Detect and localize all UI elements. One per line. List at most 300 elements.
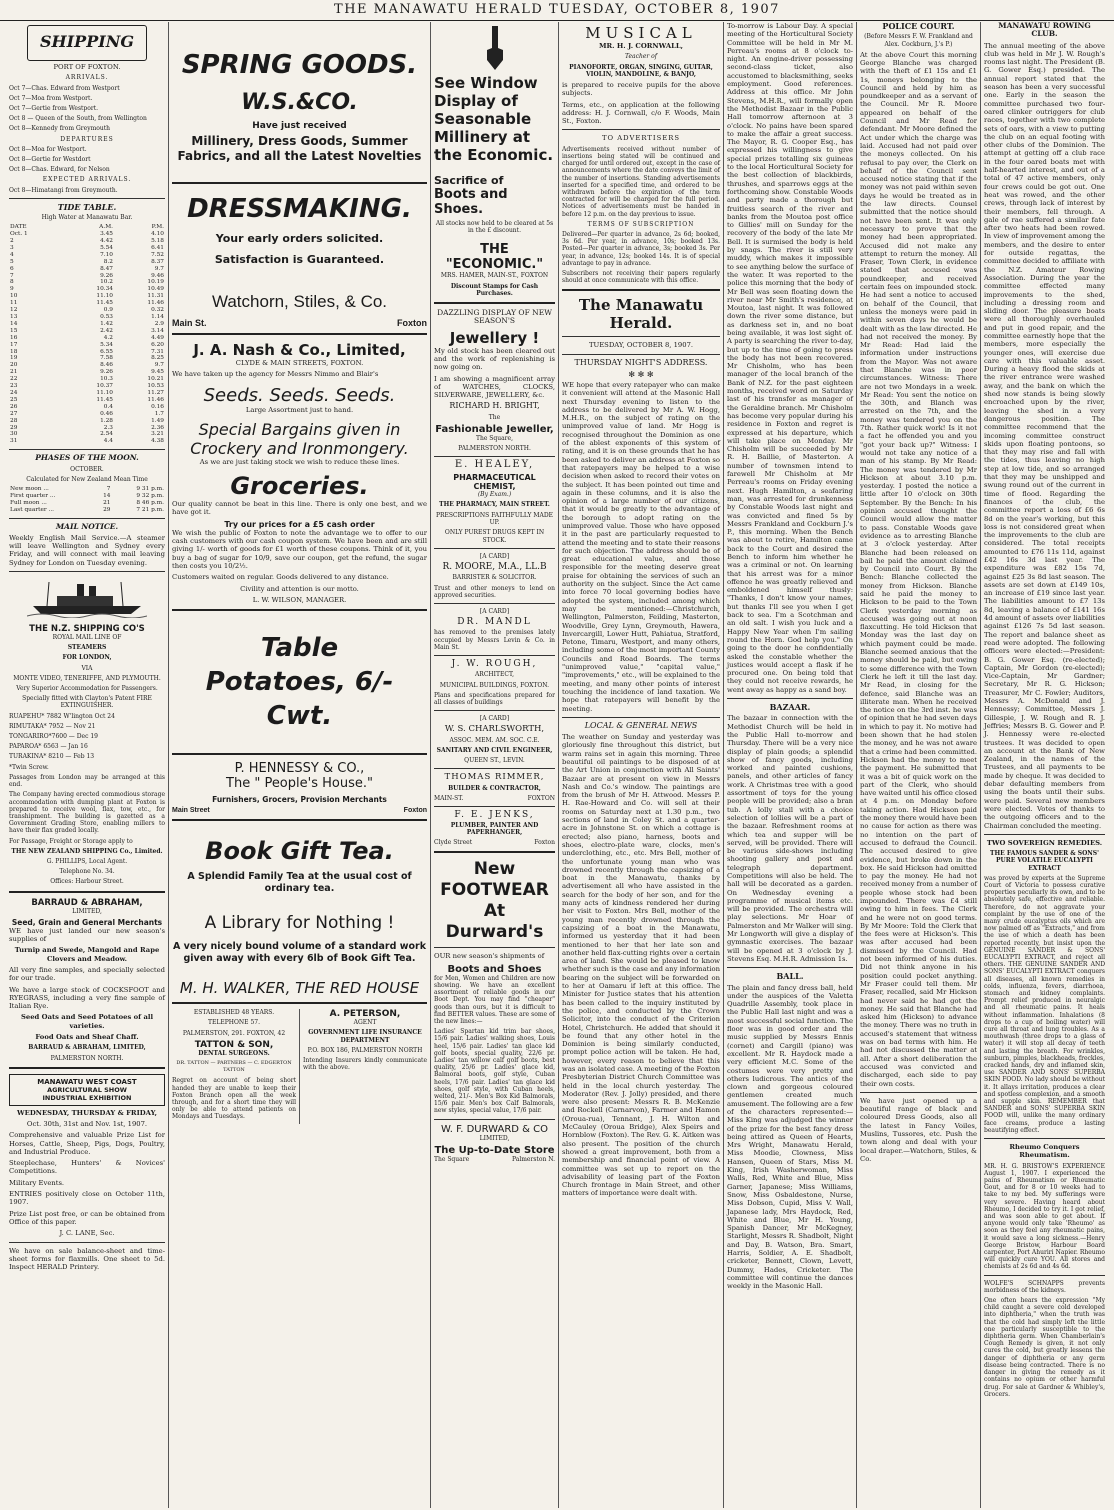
bargains-heading: Special Bargains given in Crockery and Ironmongery.: [190, 419, 409, 458]
tide-cell: 19: [10, 355, 18, 362]
barrister-text: BARRISTER & SOLICITOR.: [452, 574, 537, 582]
tide-cell: 21: [10, 369, 18, 376]
tide-cell: 10.34: [96, 286, 113, 293]
tide-cell: 10.21: [147, 376, 164, 383]
moon-cell: Last quarter ...: [10, 506, 55, 513]
tide-cell: 5.18: [151, 238, 164, 245]
rough-heading: J. W. ROUGH,: [451, 659, 538, 670]
tide-cell: 29: [10, 424, 18, 431]
list-item: Oct 7—Moa from Westport.: [9, 94, 93, 102]
sacrifice-text: Sacrifice of: [434, 174, 504, 187]
rimmer-heading: THOMAS RIMMER,: [444, 772, 545, 783]
wilson-sig: L. W. WILSON, MANAGER.: [252, 595, 347, 604]
uptodate-heading: The Up-to-Date Store: [434, 1144, 555, 1156]
table-row: [9, 411, 165, 418]
tide-cell: 2.42: [100, 327, 113, 334]
list-item: Oct 7—Chas. Edward from Westport: [9, 84, 120, 92]
stock-text: As we are just taking stock we wish to reduce these lines.: [199, 457, 400, 466]
tide-cell: 26: [10, 403, 18, 410]
watchorn-heading: Watchorn, Stiles, & Co.: [211, 292, 388, 311]
bazaar-text: The bazaar in connection with the Methodist Church will be held in the Public Hall to-morrow and Thursday. There will be a very nice display of plain goods; a splendid show of fancy goods, including worked and painted cushions, panels, and other articles of fancy work. A Christmas tree with a good assortment of toys for the young people will be provided; also a bran tub. A lolly stall with a choice selection of lollies will be a part of the bazaar. Refreshment rooms at which tea and supper will be served, will be provided. There will be various side-shows including shooting gallery and post and telegraph department. Competitions will also be held. The hall will be decorated as a garden. On Wednesday evening a programme of musical items etc. will be provided. The orchestra will play selections. Mr Hoar of Palmerston and Mr Walker will sing. Mr Longworth will give a display of gymnastic exercises. The bazaar will be opened at 3 o'clock by J. Stevens Esq. M.H.R. Admission 1s.: [727, 714, 853, 963]
hennessy-heading: P. HENNESSY & CO.,: [234, 761, 365, 777]
nz-shipping-heading: THE N.Z. SHIPPING CO'S: [29, 624, 145, 635]
tide-cell: 10.3: [100, 376, 113, 383]
tide-cell: 4.42: [100, 238, 113, 245]
nash-address: CLYDE & MAIN STREETS, FOXTON.: [235, 359, 364, 367]
musical-heading: MUSICAL: [585, 24, 697, 42]
tide-heading: TIDE TABLE.: [57, 201, 117, 212]
rowing-text: The annual meeting of the above club was held in Mr J. W. Rough's rooms last night. The President (B. G. Gower Esq.) presided. The annual report stated that the season has been a very successful one. Early in the season the committee purchased two four-oared clinker outriggers for club races, together with two complete sets of oars, with a view to putting the club on an equal footing with other clubs of the Dominion. The attempt at getting off a club race in the four oared boats met with half-hearted interest, and out of a total of 47 active members, only four crews could be got out. One heat was rowed, and the other crews, through lack of interest by their members, fell through. A gale of rae suffered a similar fate after two heats had been rowed. In view of improvement among the members, and the desire to enter for outside regattas, the committee decided to affiliate with the N.Z. Amateur Rowing Association. During the year the committee effected many improvements to the shed, including a dressing room and sliding door. The pleasure boats were all thoroughly overhauled and put in good repair, and the committee earnestly hope that the members, more especially the younger ones, will exercise due care with this valuable asset. During a heavy flood the skids at the river entrance were washed away, and the bank on which the shed now stands is being slowly encroached upon by the river, leaving the shed in a very dangerous position. The committee recommend that the incoming committee construct skids upon floating pontoons, so that they may rise and fall with the tides, thus leaving no high step at low tide, and so arranged that they may be unshipped and swung round out of the current in time of flood. Regarding the finances of the club, the committee report a loss of £6 6s 8d on the year's working, but this loss is not considered great when the improvements to the club are considered. The total receipts amounted to £76 11s 11d, against £42 16s 3d last year. The expenditure was £82 15s 7d, against £25 3s 8d last season. The assets are set down at £149 10s, an increase of £19 since last year. The liabilities amount to £7 13s 8d, leaving a balance of £141 16s 4d amount of assets over liabilities against £126 7s 5d last season. The report and balance sheet as read were adopted. The following officers were elected:—President: B. G. Gower Esq. (re-elected); Captain, Mr Gordon (re-elected); Vice-Captain, Mr Gardner; Secretary, Mr R. G. Hickson; Treasurer, Mr C. Fowler; Auditors, Messrs A. McDonald and J. Hennessy; Committee, Messrs J. Gillespie, J. W. Rough and R. J. Jeffries; Messrs B. G. Gower and P. J. Hennessy were re-elected trustees. It was decided to open an account at the Bank of New Zealand, in the names of the Trustees, and all payments to be made by cheque. It was decided to debar defaulting members from using the boats until their subs. were paid. Several new members were elected. Votes of thanks to the outgoing officers and to the Chairman concluded the meeting.: [984, 41, 1105, 830]
tide-cell: 4.49: [151, 334, 164, 341]
watchorn-notice: We have just opened up a beautiful range of black and coloured Dress Goods, also all the latest in Fancy Voiles, Muslins, Tussores, etc. Push the town along and deal with your local draper.—Watchorn, Stiles, & Co.: [860, 1096, 977, 1163]
civility-text: Civility and attention is our motto.: [240, 584, 359, 593]
tide-cell: 10.49: [147, 286, 164, 293]
subscription-note: Subscribers not receiving their papers regularly should at once communicate with this office.: [562, 269, 720, 285]
tide-cell: 7.58: [100, 355, 113, 362]
arrivals-list: [9, 85, 165, 133]
remedies-text: was proved by experts at the Supreme Court of Victoria to possess curative properties peculiarly its own, and to be absolutely safe, effective and reliable. Therefore, do not aggravate your complaint by the use of one of the many crude eucalyptus oils which are now palmed off as "Extracts," and from the use of which a death has been reported recently, but insist upon the GENUINE SANDER & SONS' EUCALYPTI EXTRACT, and reject all others. THE GENUINE SANDER AND SONS' EUCALYPTI EXTRACT conquers all diseases, all known remedies in colds, influenza, fevers, diarrhoea, stomach and kidney complaints. Prompt relief produced in neuralgic and all rheumatic pains. It heals without inflammation. Inhalations (8 drops to a cup of boiling water) will cure all throat and lung troubles. As a mouthwash (three drops to a glass of water) it will stop all decay of teeth and lasting the breath. For wrinkles, sunburn, pimples, blackheads, freckles, cracked hands, dry and inflamed skin, use SANDER AND SONS' SUPERBA SKIN FOOD. No lady should be without it. It allays irritation, produces a clear and spotless complexion, and a smooth and supple skin. REMEMBER that SANDER and SONS' SUPERBA SKIN FOOD will, unlike the many ordinary face creams, produce a lasting beautifying effect.: [984, 874, 1105, 1134]
tide-cell: 1.14: [151, 314, 164, 321]
shipping-logo: SHIPPING: [27, 25, 147, 61]
tide-cell: 6.41: [151, 244, 164, 251]
rough-address: MUNICIPAL BUILDINGS, FOXTON.: [439, 681, 550, 689]
orders-text: Your early orders solicited.: [215, 232, 384, 245]
tide-cell: 30: [10, 431, 18, 438]
tide-subheading: High Water at Manawatu Bar.: [41, 214, 133, 222]
satisfaction-text: Satisfaction is Guaranteed.: [214, 253, 385, 266]
moon-cell: 29: [103, 506, 111, 513]
tide-cell: 9.26: [100, 272, 113, 279]
tide-cell: 0.53: [100, 314, 113, 321]
tide-cell: 11.10: [96, 389, 113, 396]
column-rowing: [981, 22, 1108, 1508]
wolfe-text: One often hears the expression "My child caught a severe cold developed into diphtheria," when the truth was that the cold had simply left the little one particularly susceptible to the diphtheria germ. When Chamberlain's Cough Remedy is given, it not only cures the cold, but greatly lessens the danger of diphtheria or any germ disease being contracted. There is no danger in giving the remedy as it contains no opium or other harmful drug. For sale at Gardner & Whibley's, Grocers.: [984, 1297, 1105, 1398]
table-row: [9, 486, 165, 493]
jewellery-text-2: I am showing a magnificent array of WATCHES, CLOCKS, SILVERWARE, JEWELLERY, &c.: [434, 374, 555, 400]
expected-heading: EXPECTED ARRIVALS.: [42, 176, 132, 184]
table-row: [9, 493, 165, 500]
tide-cell: 4.4: [103, 438, 113, 445]
mandl-heading: DR. MANDL: [457, 617, 532, 628]
tide-cell: 5: [10, 258, 14, 265]
pharmacy-address: THE PHARMACY, MAIN STREET.: [439, 500, 550, 508]
cornwall-pupils: is prepared to receive pupils for the above subjects.: [562, 80, 720, 98]
economic-heading: THE "ECONOMIC.": [445, 242, 544, 273]
column-cards: [431, 22, 559, 1508]
tide-cell: 3.14: [151, 327, 164, 334]
tide-cell: 8.25: [151, 355, 164, 362]
local-news-heading: LOCAL & GENERAL NEWS: [584, 720, 698, 730]
tide-cell: 16: [10, 334, 18, 341]
drugs-text: ONLY PUREST DRUGS KEPT IN STOCK.: [444, 529, 545, 544]
tide-cell: 6.20: [151, 341, 164, 348]
tide-cell: 8.37: [151, 258, 164, 265]
tide-cell: 6: [10, 265, 14, 272]
nz-tel: Telephone No. 34.: [59, 868, 115, 876]
tide-cell: 4.38: [151, 438, 164, 445]
barraud-stock: We have a large stock of COCKSFOOT and RYEGRASS, including a very fine sample of Italian Rye.: [9, 985, 165, 1011]
list-item: Oct 8—Gertie for Westdort: [9, 155, 91, 163]
show-steeple: Steeplechase, Hunters' & Novices' Competitions.: [9, 1159, 165, 1176]
table-row: [9, 245, 165, 252]
bazaar-heading: BAZAAR.: [769, 702, 811, 713]
moon-heading: PHASES OF THE MOON.: [35, 453, 139, 463]
tide-cell: 25: [10, 396, 18, 403]
footwear-intro: OUR new season's shipments of: [434, 952, 545, 961]
tide-column-header: DATE: [10, 224, 27, 231]
tide-cell: 8.2: [103, 258, 113, 265]
address-heading: THURSDAY NIGHT'S ADDRESS.: [574, 357, 708, 367]
list-item: Oct 8 — Queen of the South, from Wellington: [9, 115, 147, 123]
jewellery-heading: Jewellery !: [449, 328, 540, 347]
show-entries: ENTRIES positively close on October 11th, 1907.: [9, 1190, 165, 1207]
advertisers-heading: TO ADVERTISERS: [602, 134, 680, 143]
bright-square: The Square,: [475, 434, 514, 442]
remedies-heading: TWO SOVEREIGN REMEDIES.: [986, 838, 1103, 847]
tide-cell: 9.26: [100, 369, 113, 376]
nz-accom: Very Superior Accommodation for Passengers.: [16, 685, 158, 693]
jewellery-text-1: My old stock has been cleared out and the work of replenishing is now going on.: [434, 346, 555, 372]
moon-cell: Full moon ...: [10, 499, 47, 506]
tide-cell: 9.46: [151, 272, 164, 279]
boots-shoes-text: for Men, Women and Children are now showing. We have an excellent assortment of reliable goods in our Boot Dept. You may find "cheaper" goods than ours, but it is difficult to find BETTER values. These are some of the new lines:—: [434, 974, 555, 1025]
mail-text: Weekly English Mail Service.—A steamer will leave Wellington and Sydney every Friday, and will connect with mail leaving Sydney for London on Tuesday evening.: [9, 533, 165, 567]
seeds-heading: Seeds. Seeds. Seeds.: [203, 384, 396, 406]
local-news-text: The weather on Sunday and yesterday was gloriously fine throughout this district, but warm rains set in again this morning. Three beautiful oil paintings to be disposed of at the Art Union in conjunction with All Saints' Bazaar are at present on view in Messrs Nash and Co.'s window. The paintings are from the brush of Mr H. Attwood. Messrs P. H. Rae-Howard and Co. will sell at their rooms on Saturday next at 1.30 p.m., two sections of land in Coley St. and a quarter-acre in Johnstone St. on which a cottage is erected; also piano, harness, boots and shoes, electro-plate ware, clocks, men's underclothing, etc., etc. Mrs Bell, mother of the unfortunate young man who was drowned recently through the capsizing of a boat in the Manawatu, thanks by advertisement all who have assisted in the search for the body of her son, and for the many acts of kindness rendered her during her visit to Foxton. Mrs Bell, mother of the young man recently drowned through the capsizing of a boat in the Manawatu, informed us yesterday that it had been mentioned to her that her late son and another held flax-cutting rights over a certain area of land. She would be pleased to know whether such is the case and any information bearing on the subject will be forwarded on to her at Oamaru if left at this office. The Minister for Justice states that his attention has been called to the inquiry instituted by the police, and conducted by the Crown Solicitor, into the conduct of the Criterion Hotel, Christchurch. He added that should it be found that any other hotel in the Dominion is being similarly conducted, prompt police action will be taken. He had, however, every reason to believe that this was an isolated case. A meeting of the Foxton Presbyterian District Church Committee was held in the local church yesterday. The Moderator (Rev. J. Jolly) presided, and there were also present: Messrs R. B. McKenzie and Rockell (Carnarvon), Farmer and Hamon (Oroua-rua), Tennant, J. H. Wilton and McCauley (Oroua Bridge), Alex Speirs and Hornblow (Foxton). The Rev. G. K. Aitken was also present. The position of the church showed a great improvement, both from a membership and financial point of view. A committee was set up to report on the advisability of leasing part of the Foxton Church frontage in Main Street, and other matters of importance were dealt with.: [562, 733, 720, 1198]
tide-cell: 7.31: [151, 348, 164, 355]
moon-cell: 8 46 p.m.: [136, 499, 164, 506]
table-row: [9, 383, 165, 390]
pharm-heading: PHARMACEUTICAL CHEMIST,: [453, 472, 536, 491]
table-row: [9, 369, 165, 376]
tide-cell: 8: [10, 279, 14, 286]
peterson-ad: A. PETERSON, AGENT GOVERNMENT LIFE INSURANCE DEPARTMENT P.O. BOX 186, PALMERSTON NORTH Intending Insurers kindly communicate with the above.: [303, 1009, 427, 1072]
table-row: [9, 500, 165, 507]
jenks-address: Clyde Street Foxton: [434, 839, 555, 847]
tide-cell: 9: [10, 286, 14, 293]
barraud-all: All very fine samples, and specially selected for our trade.: [9, 965, 165, 983]
column-shipping: [6, 22, 169, 1508]
column-news: [724, 22, 857, 1508]
moon-cell: New moon ...: [10, 485, 49, 492]
nz-passages: Passages from London may be arranged at this end.: [9, 773, 165, 789]
charlsworth-assoc: ASSOC. MEM. AM. SOC. C.E.: [449, 736, 540, 744]
tide-cell: 7.52: [151, 251, 164, 258]
list-item: Oct 8—Moa for Westport.: [9, 145, 87, 153]
tide-cell: 0.46: [100, 410, 113, 417]
tide-cell: 10.2: [100, 279, 113, 286]
card-label-3: [A CARD]: [479, 715, 510, 723]
port-heading: PORT OF FOXTON.: [53, 63, 121, 71]
show-list: Comprehensive and valuable Prize List for Horses, Cattle, Sheep, Pigs, Dogs, Poultry, and Industrial Produce.: [9, 1131, 165, 1156]
list-item: Oct 8—Kennedy from Greymouth: [9, 125, 111, 133]
expected-list: [9, 187, 165, 194]
tide-cell: Oct. 1: [10, 231, 28, 238]
tide-cell: 1.49: [151, 417, 164, 424]
pointing-hand-icon: [484, 26, 506, 70]
nz-company: The Company having erected commodious storage accommodation with dumping plant at Foxton is prepared to receive wool, flax, tow, etc., for transhipment. The building is gazetted as a Government Grading Store, enabling millers to have their flax graded locally.: [9, 791, 165, 835]
prescriptions-text: PRESCRIPTIONS FAITHFULLY MADE UP.: [435, 512, 554, 527]
list-item: Oct 8—Himatangi from Greymouth.: [9, 186, 118, 194]
tide-cell: 0.9: [103, 307, 113, 314]
tide-cell: 12: [10, 307, 18, 314]
moon-cell: 21: [103, 499, 111, 506]
table-row: [9, 438, 165, 445]
discount-text: Discount Stamps for Cash Purchases.: [450, 282, 539, 297]
tide-cell: 1.42: [100, 320, 113, 327]
ball-text: The plain and fancy dress ball, held under the auspices of the Valetta Quadrille Assembly, took place in the Public Hall last night and was a most successful social function. The floor was in good order and the music supplied by Messrs Ennis (cornet) and Cargill (piano) was excellent. Mr R. Haydock made a very efficient M.C. Some of the costumes were very pretty and others ludicrous. The antics of the clown and gorgeous coloured gentlemen created much amusement. The following are a few of the characters represented:— Miss King was adjudged the winner of the prize for the best fancy dress being attired as Queen of Hearts, Mrs Wright, Manawatu Herald, Miss Moodie, Clowness, Miss Hansen, Queen of Stars, Miss M. King, Irish Washerwoman, Miss Walls, Red, White and Blue, Miss Garner, Japanese; Miss Williams, Snow, Miss Osbaldestone, Nurse, Miss Dobson, Cupid, Miss V. Wall, Japanese lady, Mrs Haydock, Red, White and Blue, Mr H. Young, Spanish Dancer, Mr McKegney, Starlight, Messrs R. Shadbolt, Night and Day, B. Watson, Bra. Smart, Harris, Soldier, A. E. Shadbolt, cricketer, Bennett, Clown, Levett, Dummy, Hades, Cricketer. The committee will continue the dances weekly in the Masonic Hall.: [727, 983, 853, 1291]
tide-cell: 2.54: [100, 431, 113, 438]
cornwall-terms: Terms, etc., on application at the following address: H. J. Cornwall, c/o F. Woods, Main St., Foxton.: [562, 100, 720, 126]
jenks-heading: F. E. JENKS,: [454, 809, 535, 820]
list-item: PAPAROA* 6563 — Jan 16: [9, 743, 88, 751]
table-row: [9, 328, 165, 335]
barraud-text: WE have just landed our new season's supplies of: [9, 926, 165, 944]
remedies-sub: THE FAMOUS SANDER & SONS' PURE VOLATILE EUCALYPTI EXTRACT: [990, 850, 1099, 872]
tide-cell: 0.4: [103, 403, 113, 410]
nz-office: Offices: Harbour Street.: [50, 878, 124, 886]
tide-cell: 9.7: [154, 362, 164, 369]
tide-cell: 10.37: [96, 383, 113, 390]
arrivals-heading: ARRIVALS.: [65, 74, 109, 82]
barraud-food: Food Oats and Sheaf Chaff.: [35, 1033, 139, 1041]
dressmaking-heading: DRESSMAKING.: [187, 194, 412, 224]
balance-sheet-notice: We have on sale balance-sheet and time-sheet forms for flaxmills. One sheet to 5d. Inspect HERALD Printery.: [9, 1246, 165, 1272]
moon-note: Calculated for New Zealand Mean Time: [26, 475, 148, 483]
tide-cell: 20: [10, 362, 18, 369]
barraud-place: PALMERSTON NORTH.: [50, 1054, 124, 1062]
tide-cell: 27: [10, 410, 18, 417]
tide-cell: 31: [10, 438, 18, 445]
moon-cell: 7: [106, 485, 111, 492]
table-row: [9, 404, 165, 411]
nz-route: MONTE VIDEO, TENERIFFE, AND PLYMOUTH.: [13, 674, 161, 682]
tide-cell: 11.10: [96, 293, 113, 300]
tide-cell: 23: [10, 383, 18, 390]
herald-nameplate: The Manawatu Herald.: [578, 296, 704, 333]
tide-cell: 17: [10, 341, 18, 348]
table-row: [9, 355, 165, 362]
tide-cell: 10.19: [147, 279, 164, 286]
barraud-seed: Seed Oats and Seed Potatoes of all varieties.: [20, 1013, 154, 1030]
table-row: [9, 252, 165, 259]
tide-cell: 11.45: [96, 396, 113, 403]
nz-steamer-list: [9, 713, 165, 761]
tide-cell: 3: [10, 244, 14, 251]
potatoes-heading: Table Potatoes, 6/- Cwt.: [205, 633, 394, 732]
tide-cell: 18: [10, 348, 18, 355]
table-row: [9, 321, 165, 328]
tide-cell: 2: [10, 238, 14, 245]
moon-cell: 7 21 p.m.: [136, 506, 164, 513]
list-item: Oct 7—Gertie from Westport.: [9, 104, 99, 112]
try-heading: Try our prices for a £5 cash order: [224, 519, 375, 529]
table-row: [9, 362, 165, 369]
show-date: WEDNESDAY, THURSDAY & FRIDAY,: [17, 1108, 157, 1117]
received-text: Have just received: [252, 121, 347, 131]
table-row: [9, 259, 165, 266]
nash-text: We have taken up the agency for Messrs Nimmo and Blair's: [172, 370, 379, 379]
new-footwear-heading: New FOOTWEAR At Durward's: [440, 859, 549, 943]
steamship-icon: [27, 578, 147, 618]
tide-cell: 24: [10, 389, 18, 396]
table-row: [9, 266, 165, 273]
tide-cell: 0.32: [151, 307, 164, 314]
charlsworth-queen: QUEEN ST., LEVIN.: [464, 757, 525, 765]
tide-cell: 22: [10, 376, 18, 383]
wolfe-heading: WOLFE'S SCHNAPPS prevents morbidness of the kidneys.: [984, 1279, 1105, 1294]
book-gift-heading: Book Gift Tea.: [205, 837, 394, 866]
rheumo-text: MR. H. G. BRISTOW'S EXPERIENCE August 1, 1907. I experienced the pains of Rheumatism or Rheumatic Gout, and for 8 or 10 weeks had to take to my bed. My sufferings were very severe. Having heard about Rheumo, I decided to try it. I got relief, and was soon able to get about. If anyone would only take 'Rheumo' as soon as they feel any rheumatic pains, it would save a long sickness.—Henry George Bristow, Harbour Board carpenter, Port Ahuriri Napier. Rheumo will quickly cure YOU. All stores and chemists at 2s 6d and 4s 6d.: [984, 1162, 1105, 1271]
police-court-heading: POLICE COURT.: [882, 22, 955, 31]
table-row: [9, 279, 165, 286]
peoples-house: The " People's House.": [226, 776, 373, 792]
cornwall-instruments: PIANOFORTE, ORGAN, SINGING, GUITAR, VIOLIN, MANDOLINE, & BANJO,: [569, 63, 713, 78]
table-row: [9, 293, 165, 300]
police-court-text: At the above Court this morning George Blanche was charged with the theft of £1 15s and £1 1s, moneys belonging to the Council and held by him as poundkeeper and as a servant of the Council. Mr R. Moore appeared on behalf of the Council and Mr Read for defendant. Mr Moore defined the Act under which the charge was laid. Accused had not paid over the moneys collected. On his refusal to pay over, the Clerk on behalf of the Council sent accused notice stating that if the money was not paid within seven days he would be treated as in the law directs. Counsel submitted that the notice should not have been sent. It was only necessary to prove that the money had been appropriated. Accused did not make any attempt to return the money. All Fraser, Town Clerk, in evidence stated that accused was poundkeeper, and received certain fees on impounded stock. He had sent a notice to accused on behalf of the Council, that unless the moneys were paid in within seven days he would be dealt with as the law directed. He had not received the money. By Mr Read: Had laid the information under instructions from the Mayor. Was not aware that Blanche was in poor circumstances. Witness: There are not two Mondays in a week. Mr Read: You sent the notice on the 30th, and Blanch was arrested on the 7th, and the money was tendered you on the 7th. Rather quick work! Is it not a fact he offended you and you "got your back up?" Witness: I would not take any notice of a man of his stamp. By Mr Read: The money was tendered by Mr Hickson at about 3.10 p.m. yesterday. I posted the notice a little after 10 o'clock on 30th September. By the Bench: In his opinion accused thought the Council would allow the matter to pass. Constable Woods gave evidence as to arresting Blanche at 3 o'clock yesterday. After Blanche had been released on bail he paid the amount claimed by Council into Court. By the Bench: Blanche collected the money from Hickson. Blanche said he paid the money to Hickson to be paid to the Town Clerk yesterday morning as accused was going out at noon flaxcutting. He told Hickson that Monday was the last day on which payment could be made. Blanche seemed anxious that the money should be paid, but owing to some difference with the Town Clerk he left it till the last day. Mr Read, in closing for the defence, said Blanche was an illiterate man. When he received the notice on the 3rd inst. he was of opinion that he had seven days in which to pay it. No motive had been shown that he had stolen the money, and he was not aware that a crime had been committed. Hickson had the money to meet the payment. He submitted that it was a bit of quick work on the part of the Clerk, who should have waited until his office closed at 4 p.m. on Monday before taking action. Had Hickson paid the money there would have been no cause for action as there was no intention on the part of accused to defraud the Council. The accused desired to give evidence, but broke down in the box. He said Hickson had omitted to pay the money. He had not received money from a number of people whose stock had been impounded. There was £4 still owing to him in fees. The Clerk and he were not on good terms. By Mr Moore: Told the Clerk that the fees were at Hickson's. This was after accused had been dismissed by the Council. Had not been informed of his duties. Did not think anyone in his position could pocket anything. Mr Fraser could tell them. Mr Fraser, recalled, said Mr Hickson had never said he had got the money. He said that Blanche had asked him (Hickson) to advance the money. There was no truth in accused's statement that witness was on bad terms with him. He had not discussed the matter at all. After a short deliberation the accused was convicted and discharged, each side to pay their own costs.: [860, 50, 977, 1088]
departures-heading: DEPARTURES: [60, 135, 114, 143]
nz-via: VIA: [81, 664, 93, 672]
nicely-text: A very nicely bound volume of a standard work given away with every 6lb of Book Gift Tea.: [172, 941, 427, 965]
column-ads: [169, 22, 431, 1508]
tide-cell: 4.10: [151, 231, 164, 238]
rimmer-address: MAIN-ST. FOXTON: [434, 794, 555, 802]
tide-cell: 11.27: [147, 389, 164, 396]
cornwall-name: MR. H. J. CORNWALL,: [598, 42, 684, 50]
tide-cell: 11: [10, 300, 18, 307]
footwear-lines: Ladies' Spartan kid trim bar shoes, 15/6 pair. Ladies' walking shoes, Louis heel, 15/6 pair. Ladies' tan glace kid golf boots, special quality, 22/6 pr. Ladies' tan willow calf golf boots, best quality, 25/6 pr. Ladies' glace kid, Balmoral boots, golf style, Cuban heels, 17/6 pair. Ladies' tan glace kid shoes, golf style, with Cuban heels, welted, 21/-. Men's Box Kid Balmorals, 15/6 pair. Men's box Calf Balmorals, new styles, special value, 17/6 pair.: [434, 1028, 555, 1115]
news-text: To-morrow is Labour Day. A special meeting of the Horticultural Society Committee will be held in Mr M. Perreau's rooms at 8 o'clock to-night. An engine-driver possessing second-class ticket, also accustomed to blacksmithing, seeks employment. Good references. Address at this office. Mr John Stevens, M.H.R., will formally open the Methodist Bazaar in the Public Hall tomorrow afternoon at 3 o'clock. No pains have been spared to make the affair a great success. The Mayor, R. G. Cooper Esq., has expressed his willingness to give special prizes totalling six guineas to the local Horticultural Society for the best collection of blackbirds, thrushes, and sparrows eggs at the forthcoming show. Constable Woods and party made a thorough but fruitless search of the river and banks from the Moutoa post office to Gillies' mill on Sunday for the recovery of the body of the late Mr Bell. It is surmised the body is held by snags. The river is still very muddy, which makes it impossible to see anything below the surface of the water. It was reported to the police this morning that the body of Mr Bell was seen floating down the river near Mr Smith's residence, at Moutoa, last night. It was followed down the river some distance, but as darkness set in, and no boat being available, it was lost sight of. A party is searching the river to-day, but up to the time of going to press the body has not been recovered. Mr Chisholm, who has been manager of the local branch of the Bank of N.Z. for the past eighteen months, received word on Saturday last of his transfer as manager of the Geraldine branch. Mr Chisholm has become very popular during his residence in Foxton and regret is expressed at his departure, which will take place on Monday. Mr Chisholm will be succeeded by Mr R. H. Baillie, of Masterton. A number of townsmen intend to farewell Mr Chisholm at Mr Perreau's rooms on Friday evening next. Hugh Hamilton, a seafaring man, was arrested for drunkenness by Constable Woods last night and was convicted and fined 5s by Messrs Frankland and Cockburn J.'s P., this morning. When the Bench was about to retire, Hamilton came back to the Court and desired the Bench to inform him whether he was a criminal or not. On learning that his arrest was for a minor offence he was greatly relieved and emboldened himself thusly: "Thanks, I don't know your names, but thanks I'll see you when I get back to sea. I'm a Scotchman and an old salt. I wish you luck and a Happy New Year when I'm sailing round the Horn. God help you." On going to the door he confidentially asked the constable whether the justices would accept a flask if he procured one. On being told that they could not receive rewards, he went away as happy as a sand boy.: [727, 22, 853, 694]
tide-cell: 13: [10, 314, 18, 321]
tide-column-header: A.M.: [99, 224, 113, 231]
tide-cell: 28: [10, 417, 18, 424]
watchorn-address: Main St. Foxton: [172, 318, 427, 328]
moore-heading: R. MOORE, M.A., LL.B: [442, 562, 547, 573]
furnishers-text: Furnishers, Grocers, Provision Merchants: [212, 795, 387, 805]
tide-cell: 2.3: [103, 424, 113, 431]
hamer-address: MRS. HAMER, MAIN-ST., FOXTON: [440, 272, 549, 280]
tide-cell: 4: [10, 251, 14, 258]
table-row: [9, 286, 165, 293]
mail-heading: MAIL NOTICE.: [55, 521, 119, 531]
ball-heading: BALL.: [776, 971, 804, 982]
tatton-ad: ESTABLISHED 48 YEARS. TELEPHONE 57. PALMERSTON, 291. FOXTON, 42 TATTON & SON, DENTAL SURGEONS. DR. TATTON — PARTNERS — C. EDGERTON TATTON Regret on account of being short handed they are unable to keep their Foxton Branch open all the week through, and for a short time they will only be able to attend patients on Mondays and Tuesdays.: [172, 1009, 300, 1123]
plans-text: Plans and specifications prepared for all classes of buildings: [434, 691, 555, 706]
fashionable-heading: Fashionable Jeweller,: [435, 423, 554, 435]
bright-palm: PALMERSTON NORTH.: [458, 445, 531, 453]
barraud-heading: BARRAUD & ABRAHAM,: [31, 897, 143, 908]
tide-cell: 2.9: [154, 320, 164, 327]
nz-steamers: STEAMERS: [67, 644, 107, 652]
pharm-exam: (By Exam.): [477, 490, 512, 498]
table-row: [9, 314, 165, 321]
table-row: [9, 238, 165, 245]
bottom-ads: [172, 1009, 427, 1123]
tide-cell: 8.46: [100, 362, 113, 369]
table-row: [9, 231, 165, 238]
list-item: TURAKINA* 8210 — Feb 13: [9, 753, 95, 761]
newspaper-page: [6, 22, 1108, 1508]
nz-fitted: Specially fitted with Clayton's Patent FIRE EXTINGUISHER.: [22, 695, 152, 710]
nz-co: THE NEW ZEALAND SHIPPING Co., Limited.: [11, 847, 163, 855]
trust-text: Trust and other moneys to lend on approved securities.: [434, 584, 555, 599]
tide-cell: 2.36: [151, 424, 164, 431]
editorial-text: WE hope that every ratepayer who can make it convenient will attend at the Masonic Hall next Thursday evening to listen to the address to be delivered by Mr A. W. Hogg, M.H.R., on the subject of rating on the unimproved value of land. Mr Hogg is recognised throughout the Dominion as one of the ablest exponents of this system of rating, and it is on these grounds that he has been asked to deliver an address at Foxton so that ratepayers may be helped to a wise decision when asked to record their votes on the subject. It has been pointed out time and again in these columns, and it is also the opinion of a large number of our citizens, that it would be greatly to the advantage of the borough to adopt rating on the unimproved value. Those who have opposed it in the past are particularly requested to attend the meeting and to state their reasons for such objection. The address should be of great educational value, and those responsible for the meeting deserve great praise for obtaining the services of such an authority on the subject. Since the Act came into force 70 local governing bodies have adopted the system, included among which may be mentioned:—Christchurch, Wellington, Palmerston, Feilding, Masterton, Woodville, Grey Lynn, Greymouth, Hawera, Invercargill, Lower Hutt, Pahiatua, Stratford, Petone, Timaru, Westport, and many others, including some of the most important County Councils and Road Boards. The terms "unimproved value," "capital value," "improvements," etc., will be explained to the meeting, and many other points of interest touching the incidence of land taxation. We hope that ratepayers will benefit by the meeting.: [562, 380, 721, 713]
tide-cell: 15: [10, 327, 18, 334]
nz-agent: G. PHILLIPS, Local Agent.: [46, 857, 128, 865]
durward-heading: W. F. DURWARD & CO: [440, 1123, 548, 1135]
moon-cell: 14: [103, 492, 111, 499]
splendid-text: A Splendid Family Tea at the usual cost of ordinary tea.: [187, 871, 412, 895]
tide-cell: 8.47: [100, 265, 113, 272]
library-heading: A Library for Nothing !: [204, 913, 395, 934]
table-row: [9, 397, 165, 404]
dazzling-heading: DAZZLING DISPLAY OF NEW SEASON'S: [437, 308, 552, 326]
tide-cell: 1.28: [100, 417, 113, 424]
cornwall-teacher: Teacher of: [624, 53, 658, 61]
healey-heading: E. HEALEY,: [454, 459, 535, 471]
tide-cell: 14: [10, 320, 18, 327]
boots-heading: Boots and Shoes.: [434, 187, 508, 217]
moon-cell: 9 31 p.m.: [136, 485, 164, 492]
tide-cell: 11.46: [147, 300, 164, 307]
show-banner: MANAWATU WEST COAST AGRICULTURAL SHOW INDUSTRIAL EXHIBITION: [9, 1074, 165, 1106]
customers-text: Customers waited on regular. Goods delivered to any distance.: [172, 573, 389, 582]
durward-address: The Square Palmerston N.: [434, 1155, 555, 1163]
moon-table: [9, 486, 165, 514]
rheumo-heading: Rheumo Conquers Rheumatism.: [1009, 1143, 1080, 1160]
list-item: TONGARIRO*7600 — Dec 19: [9, 733, 98, 741]
durward-limited: LIMITED,: [479, 1134, 510, 1142]
nz-line: ROYAL MAIL LINE OF: [52, 634, 122, 642]
moon-cell: 9 32 p.m.: [136, 492, 164, 499]
moon-month: OCTOBER.: [70, 465, 104, 473]
tide-cell: 4.2: [103, 334, 113, 341]
bright-the: The: [488, 413, 501, 421]
millinery-text: Millinery, Dress Goods, Summer Fabrics, and all the Latest Novelties: [177, 134, 422, 163]
tide-cell: 5.54: [100, 244, 113, 251]
police-court-bench: (Before Messrs F. W. Frankland and Alex. Cockburn, J.'s P.): [864, 33, 973, 48]
tide-cell: 10: [10, 293, 18, 300]
moon-cell: First quarter ...: [10, 492, 56, 499]
issue-date: TUESDAY, OCTOBER 8, 1907.: [588, 341, 694, 350]
tide-cell: 7: [10, 272, 14, 279]
table-row: [9, 335, 165, 342]
seeds-sub: Large Assortment just to hand.: [245, 405, 354, 414]
boots-sub: All stocks now held to be cleared at 5s in the £ discount.: [435, 220, 554, 235]
tide-cell: 9.7: [154, 265, 164, 272]
spring-goods-heading: SPRING GOODS.: [181, 50, 418, 80]
rough-architect: ARCHITECT,: [474, 671, 515, 679]
walker-heading: M. H. WALKER, THE RED HOUSE: [179, 979, 420, 998]
barraud-sig: BARRAUD & ABRAHAM, LIMITED,: [28, 1044, 146, 1052]
list-item: RUAPEHU* 7882 W'lington Oct 24: [9, 712, 115, 720]
departures-list: [9, 146, 165, 174]
table-row: [9, 342, 165, 349]
ornament-divider: ✻ ✻ ✻: [628, 369, 654, 379]
tide-cell: 11.31: [147, 293, 164, 300]
card-label-2: [A CARD]: [479, 607, 510, 615]
bright-heading: RICHARD H. BRIGHT,: [449, 401, 540, 411]
groceries-heading: Groceries.: [230, 472, 369, 501]
rowing-heading: MANAWATU ROWING CLUB.: [998, 22, 1091, 39]
table-row: [9, 390, 165, 397]
nz-apply: For Passage, Freight or Storage apply to: [9, 837, 133, 845]
advertisers-text: Advertisements received without number of insertions being stated will be continued and charged for until ordered out, except in the case of announcements where the date conveys the limit of the number of insertions. Standing advertisements inserted for a specified time, and ordered to be withdrawn before the expiration of the term contracted for will be charged for the full period. Notices of advertisements must be handed in before 12 p.m. on the day previous to issue.: [562, 145, 720, 218]
tide-cell: 7.10: [100, 251, 113, 258]
card-label-1: [A CARD]: [479, 552, 510, 560]
tide-cell: 11.45: [96, 300, 113, 307]
